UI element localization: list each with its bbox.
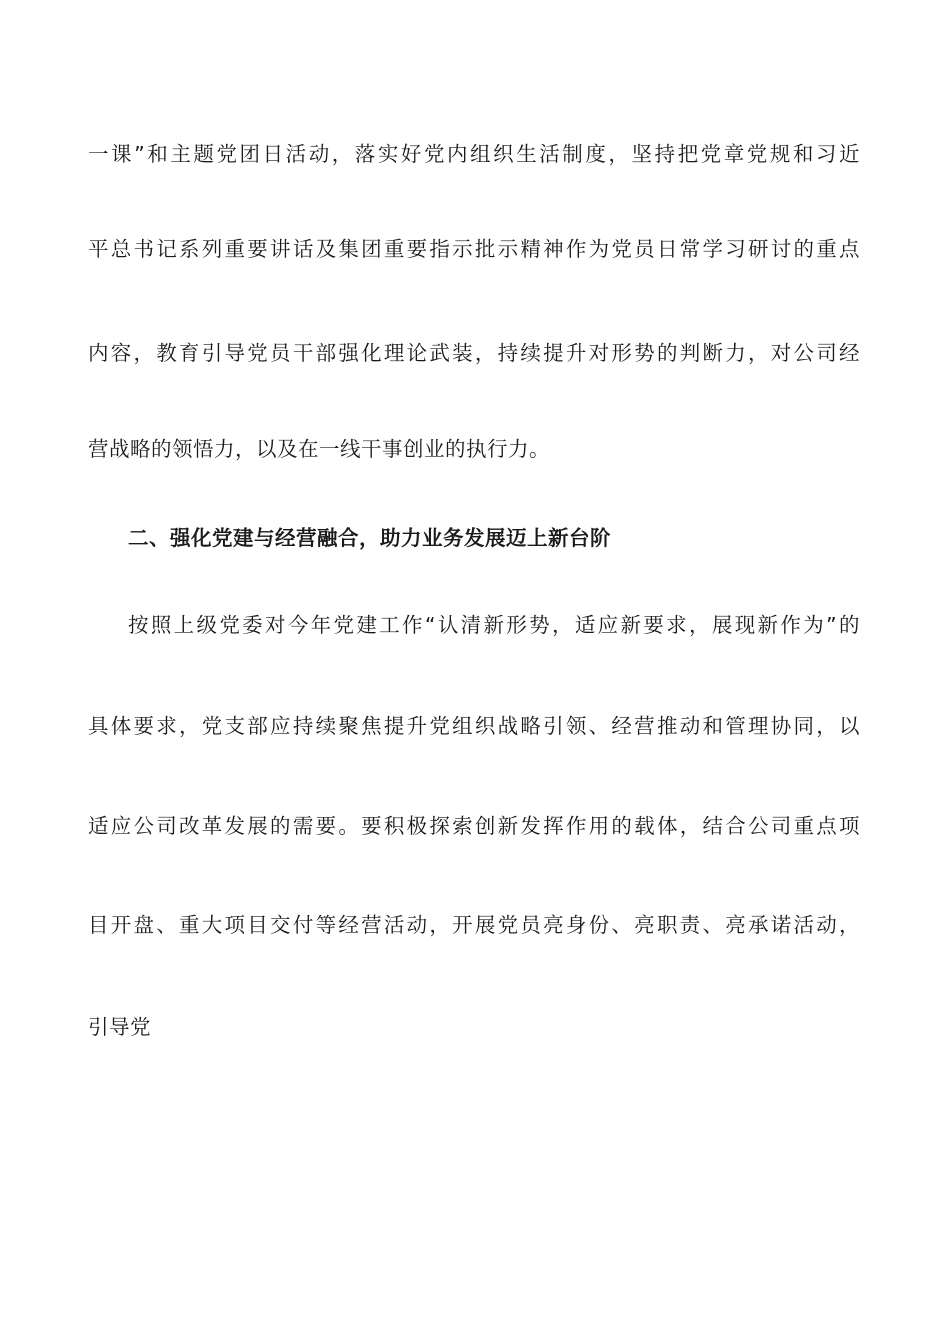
- section-heading-2: 二、强化党建与经营融合，助力业务发展迈上新台阶: [128, 526, 611, 550]
- para2-line-2: 具体要求，党支部应持续聚焦提升党组织战略引领、经营推动和管理协同，以: [88, 714, 860, 738]
- para1-line-2: 平总书记系列重要讲话及集团重要指示批示精神作为党员日常学习研讨的重点: [88, 237, 860, 261]
- para2-line-3: 适应公司改革发展的需要。要积极探索创新发挥作用的载体，结合公司重点项: [88, 814, 860, 838]
- para1-line-4: 营战略的领悟力，以及在一线干事创业的执行力。: [88, 437, 550, 461]
- para2-line-4: 目开盘、重大项目交付等经营活动，开展党员亮身份、亮职责、亮承诺活动，: [88, 913, 860, 937]
- para1-line-3: 内容，教育引导党员干部强化理论武装，持续提升对形势的判断力，对公司经: [88, 341, 860, 365]
- para1-line-1: 一课”和主题党团日活动，落实好党内组织生活制度，坚持把党章党规和习近: [88, 142, 860, 166]
- para2-line-1: 按照上级党委对今年党建工作“认清新形势，适应新要求，展现新作为”的: [128, 613, 860, 637]
- para2-line-5: 引导党: [88, 1015, 151, 1039]
